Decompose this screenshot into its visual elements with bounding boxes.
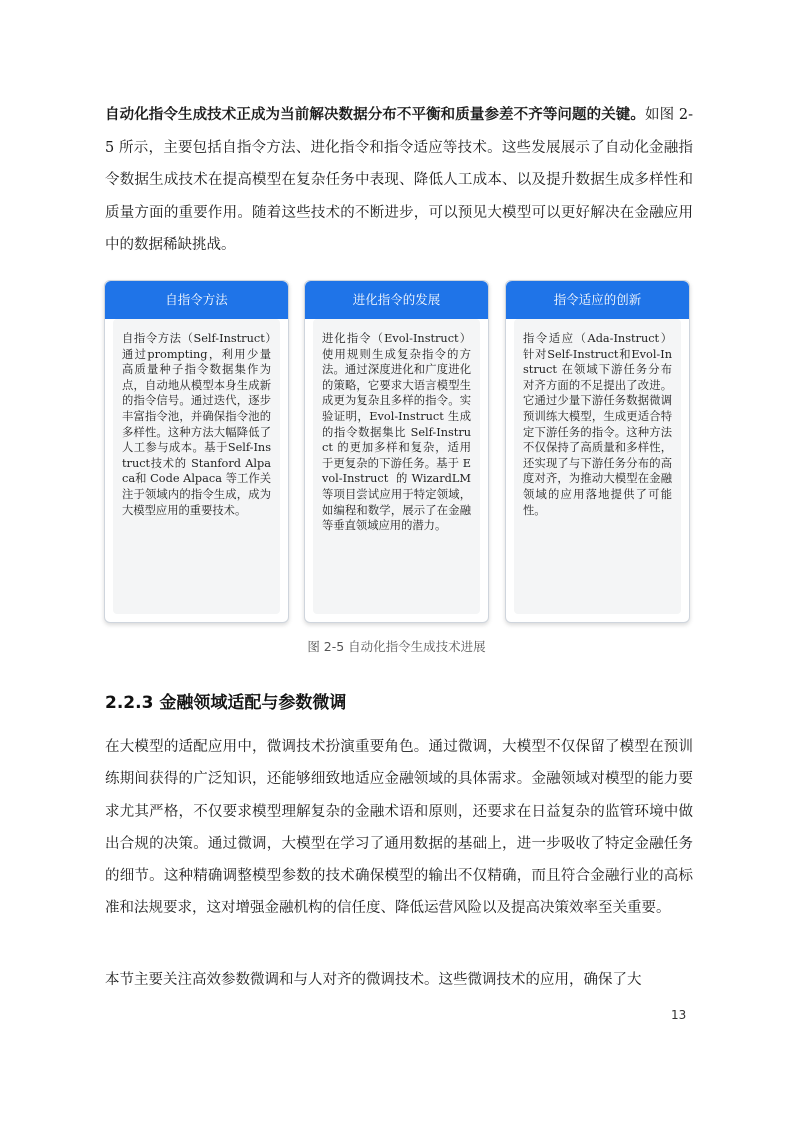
- card-body: 进化指令（Evol-Instruct）使用规则生成复杂指令的方法。通过深度进化和广度进化的策略，它要求大语言模型生成更为复杂且多样的指令。实验证明，Evol-Instruct 生成的指令数据集比 Self-Instruct 的更加多样和复杂，适用于更复杂的下游任务。基于 Evol-Instruct 的WizardLM 等项目尝试应用于特定领域，如编程和数学，展示了在金融等垂直领域应用的潜力。: [313, 319, 480, 614]
- page-number: 13: [671, 1008, 687, 1022]
- card-body: 指令适应（Ada-Instruct）针对Self-Instruct和Evol-Instruct 在领域下游任务分布对齐方面的不足提出了改进。它通过少量下游任务数据微调预训练大模型，生成更适合特定下游任务的指令。这种方法不仅保持了高质量和多样性，还实现了与下游任务分布的高度对齐，为推动大模型在金融领域的应用落地提供了可能性。: [514, 319, 681, 614]
- card-body: 自指令方法（Self-Instruct）通过prompting，利用少量高质量种子指令数据集作为点，自动地从模型本身生成新的指令信号。通过迭代，逐步丰富指令池，并确保指令池的多样性。这种方法大幅降低了人工参与成本。基于Self-Instruct技术的 Stanford Alpaca和 Code Alpaca 等工作关注于领域内的指令生成，成为大模型应用的重要技术。: [113, 319, 280, 614]
- card-title: 指令适应的创新: [506, 281, 689, 319]
- intro-text: 如图 2-5 所示，主要包括自指令方法、进化指令和指令适应等技术。这些发展展示了自动化金融指令数据生成技术在提高模型在复杂任务中表现、降低人工成本、以及提升数据生成多样性和质量方面的重要作用。随着这些技术的不断进步，可以预见大模型可以更好解决在金融应用中的数据稀缺挑战。: [105, 107, 694, 253]
- section-heading: 2.2.3 金融领域适配与参数微调: [105, 693, 347, 713]
- card-evol-instruct: [304, 280, 489, 623]
- card-title: 自指令方法: [105, 281, 288, 319]
- card-self-instruct: [104, 280, 289, 623]
- card-title: 进化指令的发展: [305, 281, 488, 319]
- section-paragraph-2: 本节主要关注高效参数微调和与人对齐的微调技术。这些微调技术的应用，确保了大: [105, 972, 642, 988]
- card-ada-instruct: [505, 280, 690, 623]
- section-paragraph-1: 在大模型的适配应用中，微调技术扮演重要角色。通过微调，大模型不仅保留了模型在预训练期间获得的广泛知识，还能够细致地适应金融领域的具体需求。金融领域对模型的能力要求尤其严格，不仅要求模型理解复杂的金融术语和原则，还要求在日益复杂的监管环境中做出合规的决策。通过微调，大模型在学习了通用数据的基础上，进一步吸收了特定金融任务的细节。这种精确调整模型参数的技术确保模型的输出不仅精确，而且符合金融行业的高标准和法规要求，这对增强金融机构的信任度、降低运营风险以及提高决策效率至关重要。: [105, 739, 693, 917]
- intro-paragraph: [105, 99, 693, 262]
- intro-bold-lead: 自动化指令生成技术正成为当前解决数据分布不平衡和质量参差不齐等问题的关键。: [105, 106, 645, 123]
- figure-caption: 图 2-5 自动化指令生成技术进展: [307, 639, 486, 654]
